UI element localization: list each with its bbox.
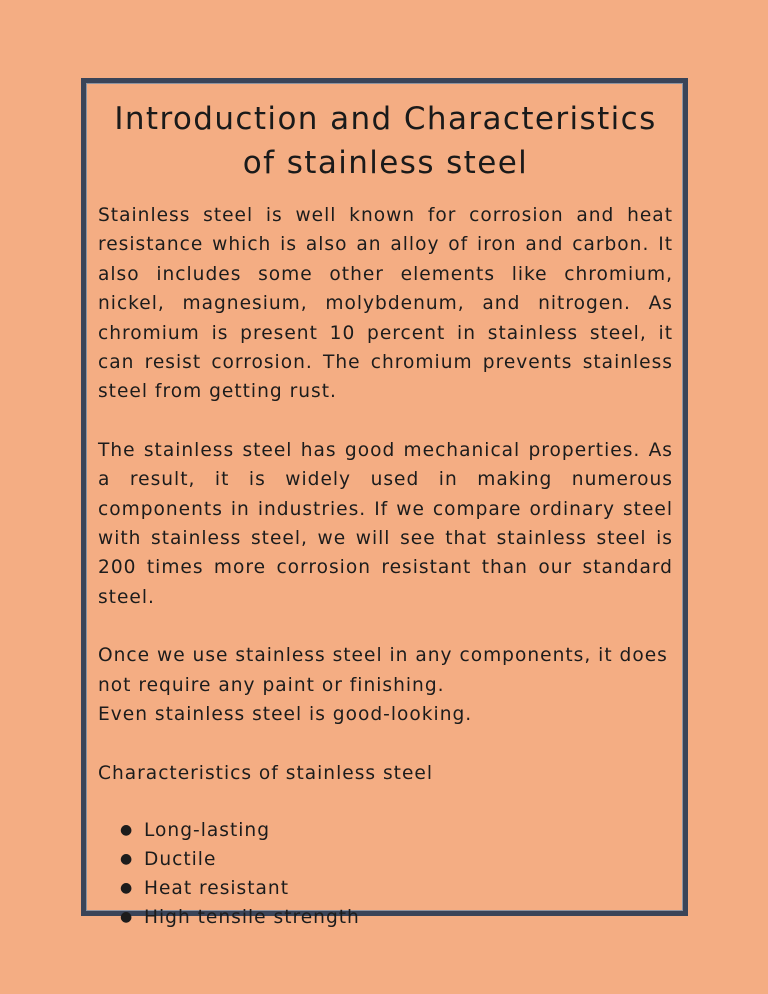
list-item-label: Long-lasting [144,819,270,841]
list-item-label: Ductile [144,848,217,870]
paragraph-finishing-line2: Even stainless steel is good-looking. [98,704,473,726]
paragraph-finishing [98,641,673,729]
paragraph-finishing-line1: Once we use stainless steel in any components, it does not require any paint or finishing. [98,645,668,696]
list-item [98,903,673,932]
bullet-icon: ● [120,908,134,925]
list-item [98,845,673,874]
bullet-icon: ● [120,879,134,896]
paragraph-properties: The stainless steel has good mechanical properties. As a result, it is widely used in making numerous components in industries. If we compare ordinary steel with stainless steel, we will see that stainless steel is 200 times more corrosion resistant than our standard steel. [98,439,673,608]
bullet-icon: ● [120,821,134,838]
list-item [98,874,673,903]
list-item [98,816,673,845]
list-item-label: Heat resistant [144,877,289,899]
characteristics-list [98,816,673,932]
bullet-icon: ● [120,850,134,867]
paragraph-intro: Stainless steel is well known for corrosion and heat resistance which is also an alloy of iron and carbon. It also includes some other elements like chromium, nickel, magnesium, molybdenum, and nitrogen. As chromium is present 10 percent in stainless steel, it can resist corrosion. The chromium prevents stainless steel from getting rust. [98,205,673,403]
characteristics-heading: Characteristics of stainless steel [98,762,433,784]
list-item-label: High tensile strength [144,906,360,928]
document-title: Introduction and Characteristics of stainless steel [114,101,657,181]
document-panel [81,78,688,928]
